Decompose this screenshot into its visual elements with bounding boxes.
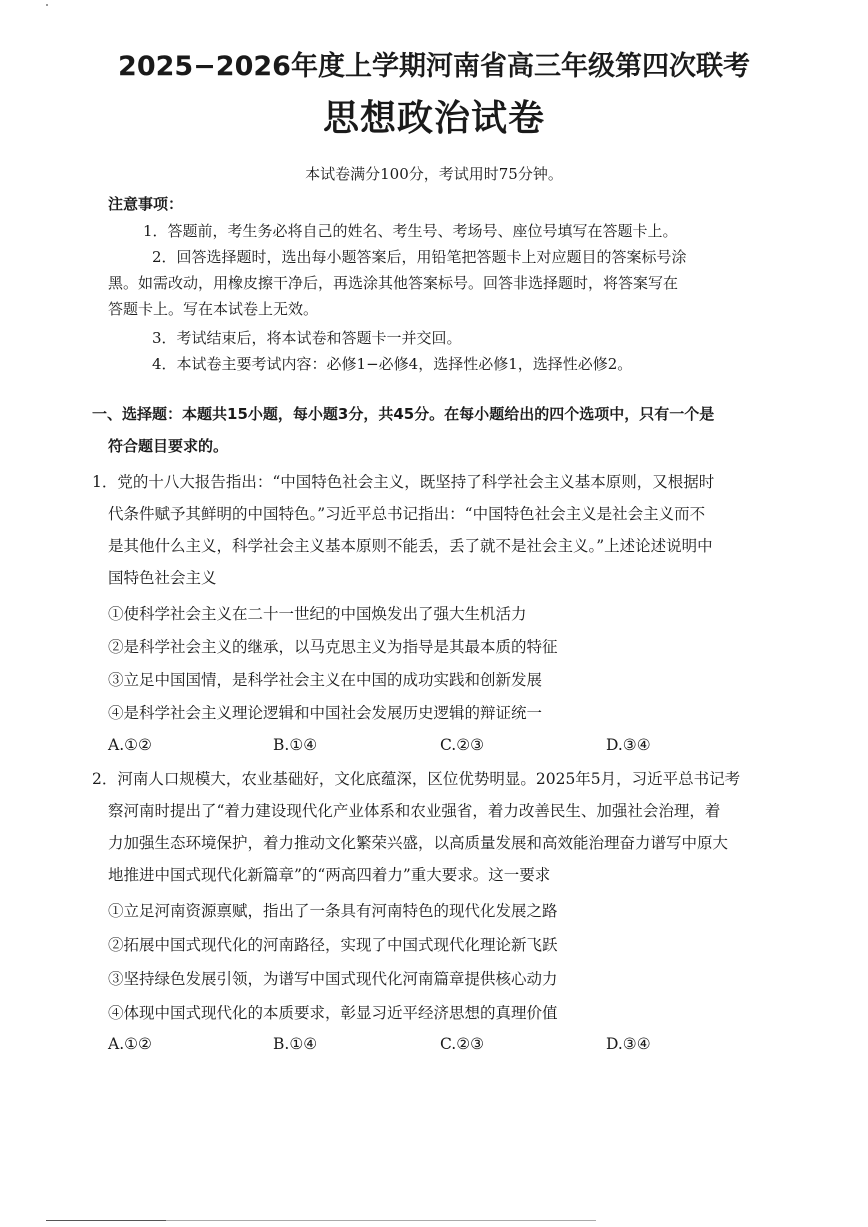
note-line: 2．回答选择题时，选出每小题答案后，用铅笔把答题卡上对应题目的答案标号涂	[152, 248, 687, 266]
question-1-stem: 代条件赋予其鲜明的中国特色。”习近平总书记指出：“中国特色社会主义是社会主义而不	[108, 505, 706, 523]
notes-heading: 注意事项：	[108, 195, 184, 213]
question-2-item: ③坚持绿色发展引领，为谱写中国式现代化河南篇章提供核心动力	[108, 970, 558, 988]
question-1-stem: 1．党的十八大报告指出：“中国特色社会主义，既坚持了科学社会主义基本原则，又根据时	[92, 473, 715, 491]
question-2-stem: 2．河南人口规模大，农业基础好，文化底蕴深，区位优势明显。2025年5月，习近平总书记考	[92, 770, 741, 788]
question-2-stem: 地推进中国式现代化新篇章”的“两高四着力”重大要求。这一要求	[108, 866, 551, 884]
question-1-option-d[interactable]: D.③④	[606, 736, 651, 754]
question-2-option-a[interactable]: A.①②	[108, 1035, 152, 1053]
question-2-stem: 力加强生态环境保护，着力推动文化繁荣兴盛，以高质量发展和高效能治理奋力谱写中原大	[108, 834, 729, 852]
question-1-item: ④是科学社会主义理论逻辑和中国社会发展历史逻辑的辩证统一	[108, 704, 543, 722]
section-heading: 一、选择题：本题共15小题，每小题3分，共45分。在每小题给出的四个选项中，只有一个是	[92, 405, 715, 423]
exam-title: 2025−2026年度上学期河南省高三年级第四次联考	[118, 51, 750, 82]
note-line: 黑。如需改动，用橡皮擦干净后，再选涂其他答案标号。回答非选择题时，将答案写在	[108, 274, 679, 292]
exam-intro: 本试卷满分100分，考试用时75分钟。	[305, 165, 563, 183]
question-1-item: ③立足中国国情，是科学社会主义在中国的成功实践和创新发展	[108, 671, 543, 689]
note-line: 4．本试卷主要考试内容：必修1−必修4，选择性必修1，选择性必修2。	[152, 355, 633, 373]
footer-rule	[166, 1220, 596, 1221]
section-heading-cont: 符合题目要求的。	[108, 437, 229, 455]
question-2-stem: 察河南时提出了“着力建设现代化产业体系和农业强省，着力改善民生、加强社会治理，着	[108, 802, 721, 820]
note-line: 答题卡上。写在本试卷上无效。	[108, 300, 319, 318]
question-1-option-b[interactable]: B.①④	[273, 736, 318, 754]
subject-title: 思想政治试卷	[322, 98, 545, 139]
question-1-option-c[interactable]: C.②③	[440, 736, 485, 754]
note-line: 1．答题前，考生务必将自己的姓名、考生号、考场号、座位号填写在答题卡上。	[143, 222, 678, 240]
question-2-option-c[interactable]: C.②③	[440, 1035, 485, 1053]
question-1-option-a[interactable]: A.①②	[108, 736, 152, 754]
question-1-stem: 是其他什么主义，科学社会主义基本原则不能丢，丢了就不是社会主义。”上述论述说明中	[108, 537, 713, 555]
question-2-item: ④体现中国式现代化的本质要求，彰显习近平经济思想的真理价值	[108, 1004, 558, 1022]
corner-mark	[46, 4, 48, 6]
note-line: 3．考试结束后，将本试卷和答题卡一并交回。	[152, 329, 462, 347]
question-2-option-d[interactable]: D.③④	[606, 1035, 651, 1053]
question-1-item: ②是科学社会主义的继承，以马克思主义为指导是其最本质的特征	[108, 638, 558, 656]
footer-rule	[46, 1220, 166, 1221]
question-2-option-b[interactable]: B.①④	[273, 1035, 318, 1053]
question-1-item: ①使科学社会主义在二十一世纪的中国焕发出了强大生机活力	[108, 605, 527, 623]
question-1-stem: 国特色社会主义	[108, 569, 217, 587]
question-2-item: ②拓展中国式现代化的河南路径，实现了中国式现代化理论新飞跃	[108, 936, 558, 954]
question-2-item: ①立足河南资源禀赋，指出了一条具有河南特色的现代化发展之路	[108, 902, 558, 920]
